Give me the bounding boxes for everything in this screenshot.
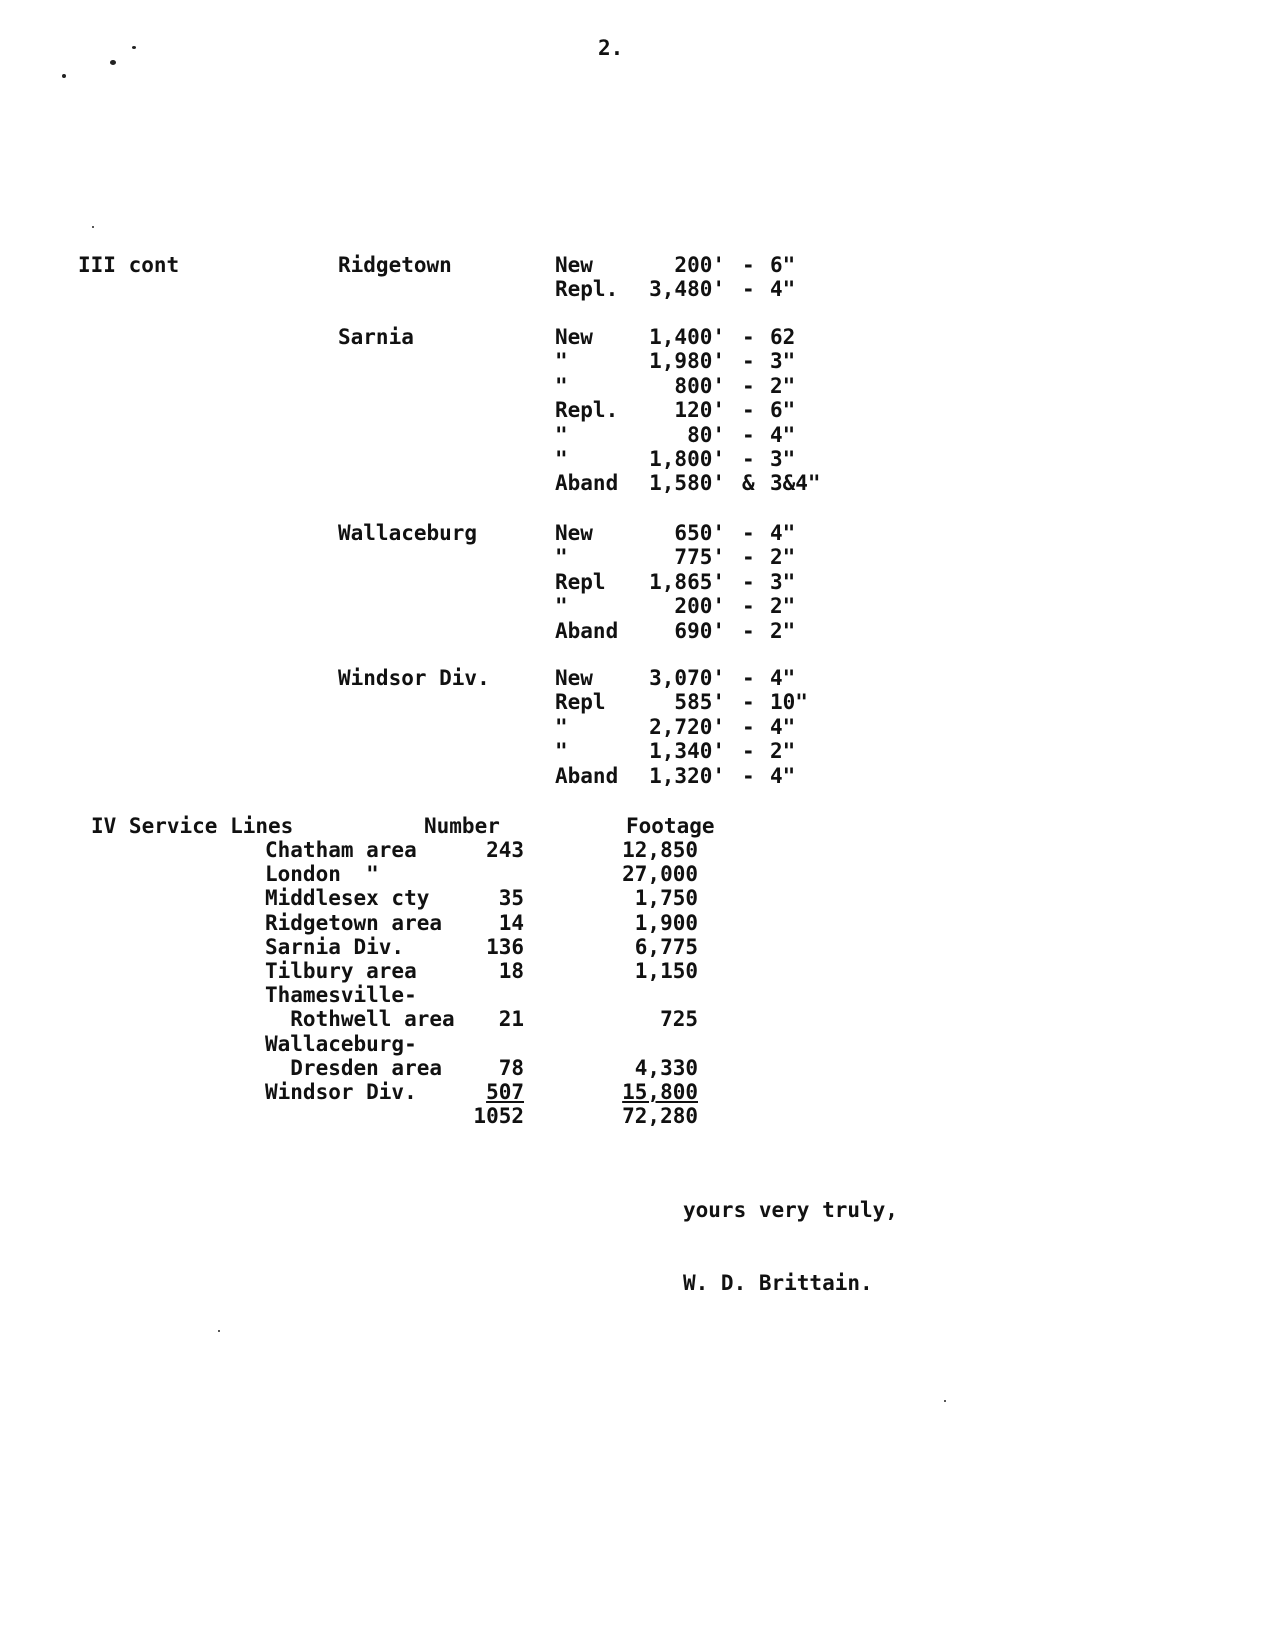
- row-separator: -: [742, 715, 755, 739]
- row-separator: -: [742, 423, 755, 447]
- row-size: 4": [770, 423, 796, 447]
- service-number: 35: [498, 886, 524, 910]
- row-size: 4": [770, 521, 796, 545]
- row-separator: -: [742, 277, 755, 301]
- row-size: 4": [770, 715, 796, 739]
- service-number: 21: [498, 1007, 524, 1031]
- row-type: Aband: [555, 764, 619, 788]
- service-footage: 12,850: [622, 838, 698, 862]
- row-type: Repl.: [555, 398, 619, 422]
- row-size: 6": [770, 398, 796, 422]
- service-area-label: Chatham area: [265, 838, 417, 862]
- row-type: ": [555, 374, 568, 398]
- row-size: 3": [770, 570, 796, 594]
- row-size: 2": [770, 374, 796, 398]
- service-number: 78: [498, 1056, 524, 1080]
- row-type: Repl: [555, 570, 606, 594]
- footage-column-header: Footage: [626, 814, 715, 838]
- row-footage: 1,400': [649, 325, 725, 349]
- section-iii-label: III cont: [78, 253, 180, 277]
- row-size: 6": [770, 253, 796, 277]
- row-type: ": [555, 715, 568, 739]
- row-footage: 585': [674, 690, 725, 714]
- service-area-label: London ": [265, 862, 379, 886]
- row-type: ": [555, 349, 568, 373]
- service-footage: 1,900: [634, 911, 698, 935]
- row-type: New: [555, 666, 593, 690]
- service-footage: 4,330: [634, 1056, 698, 1080]
- closing-line: yours very truly,: [683, 1198, 898, 1222]
- row-footage: 800': [674, 374, 725, 398]
- scan-speck: [944, 1400, 946, 1402]
- row-type: Aband: [555, 619, 619, 643]
- row-separator: -: [742, 690, 755, 714]
- row-separator: -: [742, 764, 755, 788]
- scan-speck: [218, 1330, 220, 1332]
- row-footage: 1,340': [649, 739, 725, 763]
- row-footage: 3,070': [649, 666, 725, 690]
- row-size: 2": [770, 619, 796, 643]
- row-separator: -: [742, 545, 755, 569]
- row-type: ": [555, 545, 568, 569]
- row-separator: -: [742, 521, 755, 545]
- service-area-label: Rothwell area: [265, 1007, 455, 1031]
- place-label: Wallaceburg: [338, 521, 478, 545]
- row-footage: 200': [674, 253, 725, 277]
- service-area-label: Wallaceburg-: [265, 1032, 417, 1056]
- row-separator: -: [742, 447, 755, 471]
- row-footage: 120': [674, 398, 725, 422]
- row-separator: -: [742, 666, 755, 690]
- row-size: 2": [770, 594, 796, 618]
- row-footage: 1,800': [649, 447, 725, 471]
- service-area-label: Ridgetown area: [265, 911, 443, 935]
- total-number: 1052: [473, 1104, 524, 1128]
- row-size: 4": [770, 277, 796, 301]
- row-size: 3": [770, 447, 796, 471]
- service-footage: 27,000: [622, 862, 698, 886]
- scan-speck: [132, 46, 136, 49]
- row-footage: 775': [674, 545, 725, 569]
- row-footage: 80': [687, 423, 725, 447]
- row-separator: -: [742, 398, 755, 422]
- row-separator: -: [742, 570, 755, 594]
- service-footage: 1,750: [634, 886, 698, 910]
- row-type: ": [555, 594, 568, 618]
- service-area-label: Sarnia Div.: [265, 935, 405, 959]
- service-footage: 6,775: [634, 935, 698, 959]
- row-separator: -: [742, 325, 755, 349]
- signature: W. D. Brittain.: [683, 1271, 873, 1295]
- service-number: 18: [498, 959, 524, 983]
- place-label: Sarnia: [338, 325, 414, 349]
- row-footage: 1,580': [649, 471, 725, 495]
- service-area-label: Thamesville-: [265, 983, 417, 1007]
- row-separator: -: [742, 619, 755, 643]
- row-separator: -: [742, 374, 755, 398]
- row-type: Aband: [555, 471, 619, 495]
- row-type: New: [555, 253, 593, 277]
- row-type: New: [555, 325, 593, 349]
- service-area-label: Dresden area: [265, 1056, 443, 1080]
- row-footage: 200': [674, 594, 725, 618]
- place-label: Windsor Div.: [338, 666, 490, 690]
- service-area-label: Windsor Div.: [265, 1080, 417, 1104]
- row-size: 3": [770, 349, 796, 373]
- service-number: 14: [498, 911, 524, 935]
- row-size: 10": [770, 690, 808, 714]
- row-footage: 1,980': [649, 349, 725, 373]
- row-size: 4": [770, 666, 796, 690]
- scan-speck: [62, 74, 66, 78]
- service-number: 136: [486, 935, 524, 959]
- service-area-label: Tilbury area: [265, 959, 417, 983]
- row-size: 2": [770, 545, 796, 569]
- section-iv-label: IV Service Lines: [91, 814, 294, 838]
- row-type: Repl: [555, 690, 606, 714]
- place-label: Ridgetown: [338, 253, 452, 277]
- total-footage: 72,280: [622, 1104, 698, 1128]
- row-size: 3&4": [770, 471, 821, 495]
- scan-speck: [92, 226, 94, 228]
- row-footage: 1,865': [649, 570, 725, 594]
- service-number: 507: [486, 1080, 524, 1104]
- row-footage: 2,720': [649, 715, 725, 739]
- row-separator: -: [742, 253, 755, 277]
- row-type: ": [555, 423, 568, 447]
- row-separator: &: [742, 471, 755, 495]
- row-size: 4": [770, 764, 796, 788]
- row-separator: -: [742, 594, 755, 618]
- row-type: New: [555, 521, 593, 545]
- row-type: ": [555, 739, 568, 763]
- row-separator: -: [742, 349, 755, 373]
- service-footage: 15,800: [622, 1080, 698, 1104]
- service-footage: 1,150: [634, 959, 698, 983]
- page-number: 2.: [598, 36, 624, 60]
- row-footage: 690': [674, 619, 725, 643]
- row-footage: 1,320': [649, 764, 725, 788]
- service-footage: 725: [660, 1007, 698, 1031]
- service-number: 243: [486, 838, 524, 862]
- row-separator: -: [742, 739, 755, 763]
- row-size: 62: [770, 325, 796, 349]
- number-column-header: Number: [424, 814, 500, 838]
- row-type: Repl.: [555, 277, 619, 301]
- row-type: ": [555, 447, 568, 471]
- scan-speck: [110, 60, 116, 65]
- row-size: 2": [770, 739, 796, 763]
- row-footage: 3,480': [649, 277, 725, 301]
- service-area-label: Middlesex cty: [265, 886, 430, 910]
- row-footage: 650': [674, 521, 725, 545]
